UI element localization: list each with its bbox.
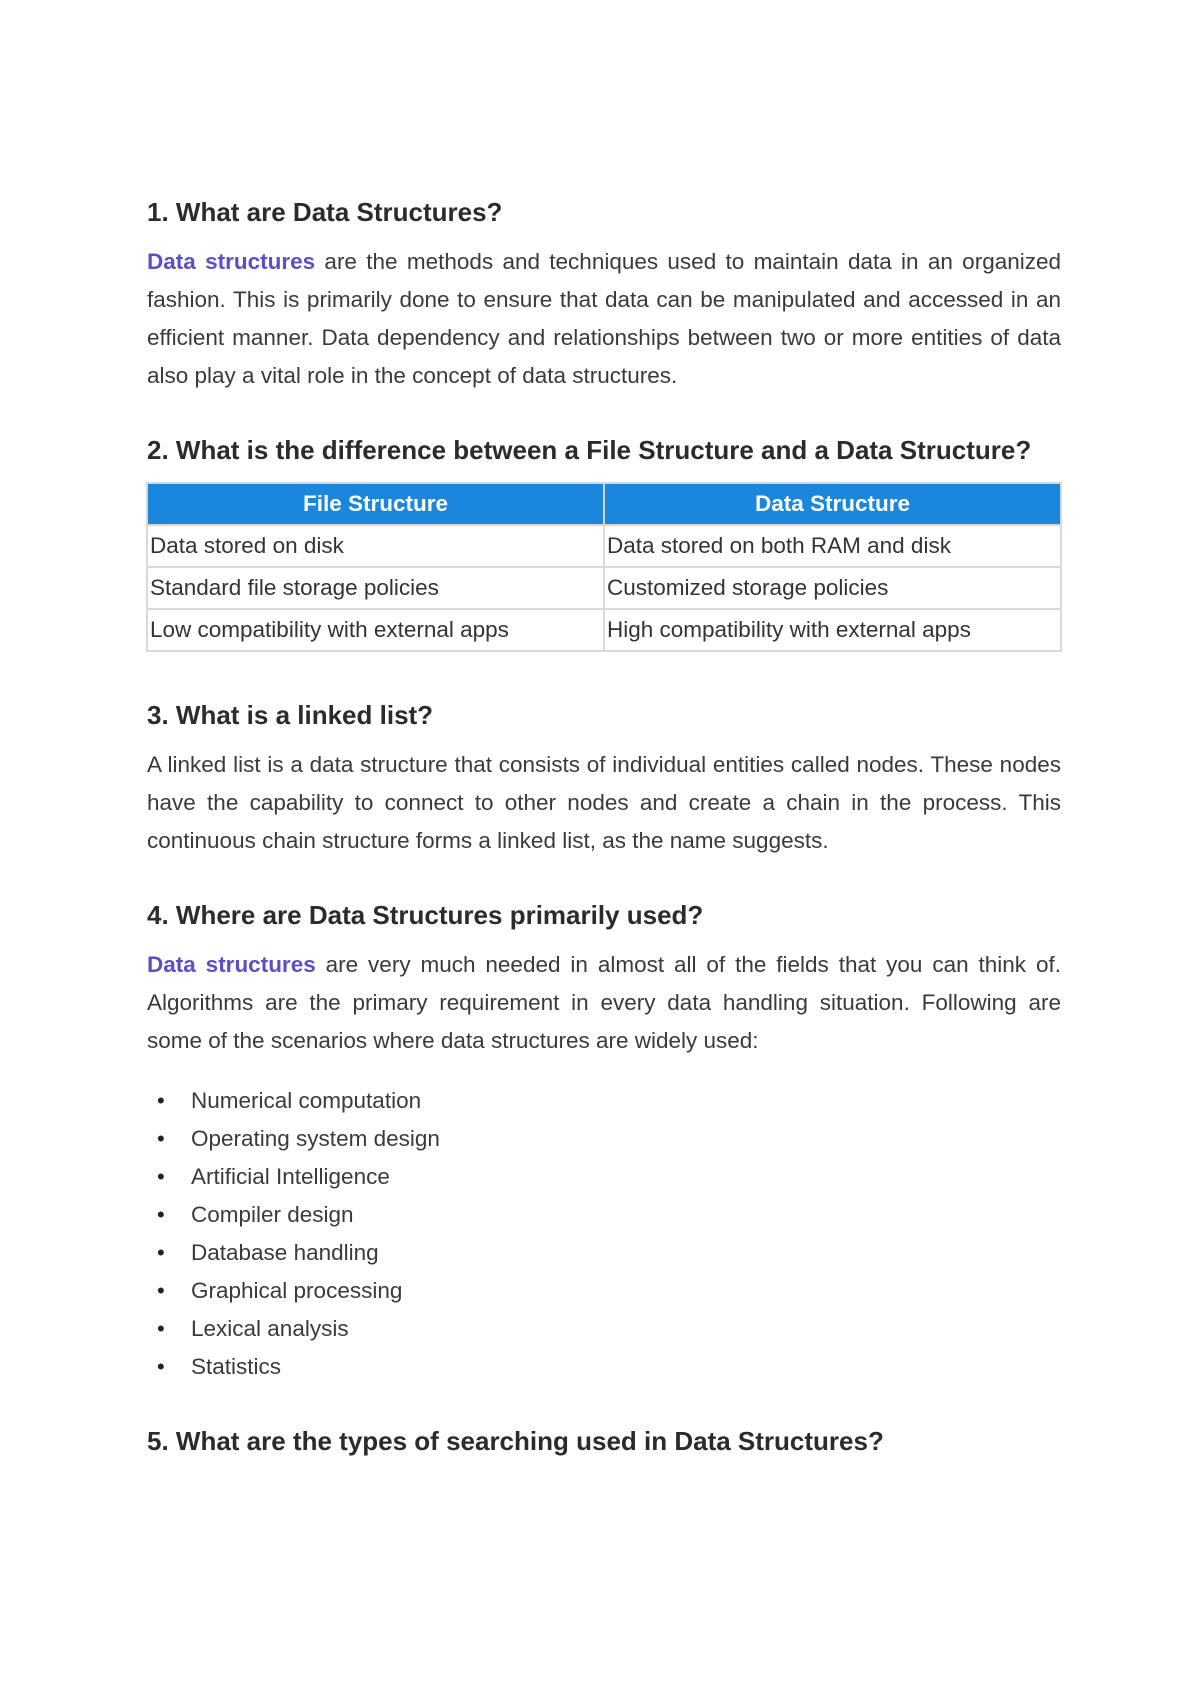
table-header-data-structure: Data Structure [604,483,1061,525]
table-header-row [147,483,1061,525]
section-3-heading: 3. What is a linked list? [147,700,434,730]
document-content [147,193,1061,1460]
table-cell: Low compatibility with external apps [147,609,604,651]
section-4-body: are very much needed in almost all of the fields that you can think of. Algorithms are the primary requirement in every data handling situation. Following are some of the scenarios where data structures are widely used: [147,952,1061,1053]
list-item: • Lexical analysis [147,1310,1061,1348]
bullet-icon: • [157,1240,165,1265]
table-row [147,567,1061,609]
section-1-body: are the methods and techniques used to maintain data in an organized fashion. This is primarily done to ensure that data can be manipulated and accessed in an efficient manner. Data dependency and relationships between two or more entities of data also play a vital role in the concept of data structures. [147,249,1062,388]
table-cell: High compatibility with external apps [604,609,1061,651]
section-1-heading: 1. What are Data Structures? [147,197,503,227]
section-4-heading: 4. Where are Data Structures primarily used? [147,900,704,930]
section-4-paragraph [147,946,1061,1060]
list-item: • Database handling [147,1234,1061,1272]
bullet-icon: • [157,1316,165,1341]
section-3-paragraph: A linked list is a data structure that consists of individual entities called nodes. These nodes have the capability to connect to other nodes and create a chain in the process. This continuous chain structure forms a linked list, as the name suggests. [147,752,1061,853]
bullet-icon: • [157,1088,165,1113]
section-5-heading: 5. What are the types of searching used in Data Structures? [147,1426,884,1456]
list-item: • Statistics [147,1348,1061,1386]
list-item: • Compiler design [147,1196,1061,1234]
section-1-paragraph [147,243,1061,395]
section-1-keyword-link[interactable]: Data structures [147,249,316,274]
bullet-icon: • [157,1278,165,1303]
list-item: • Artificial Intelligence [147,1158,1061,1196]
usage-list [147,1082,1061,1386]
bullet-icon: • [157,1164,165,1189]
table-row [147,609,1061,651]
section-2-heading: 2. What is the difference between a File Structure and a Data Structure? [147,435,1032,465]
bullet-icon: • [157,1354,165,1379]
table-cell: Standard file storage policies [147,567,604,609]
table-row [147,525,1061,567]
list-item: • Graphical processing [147,1272,1061,1310]
table-cell: Data stored on both RAM and disk [604,525,1061,567]
section-4-keyword-link[interactable]: Data structures [147,952,316,977]
table-cell: Customized storage policies [604,567,1061,609]
list-item: • Operating system design [147,1120,1061,1158]
comparison-table [146,482,1062,652]
table-header-file-structure: File Structure [147,483,604,525]
bullet-icon: • [157,1202,165,1227]
bullet-icon: • [157,1126,165,1151]
list-item: • Numerical computation [147,1082,1061,1120]
table-cell: Data stored on disk [147,525,604,567]
